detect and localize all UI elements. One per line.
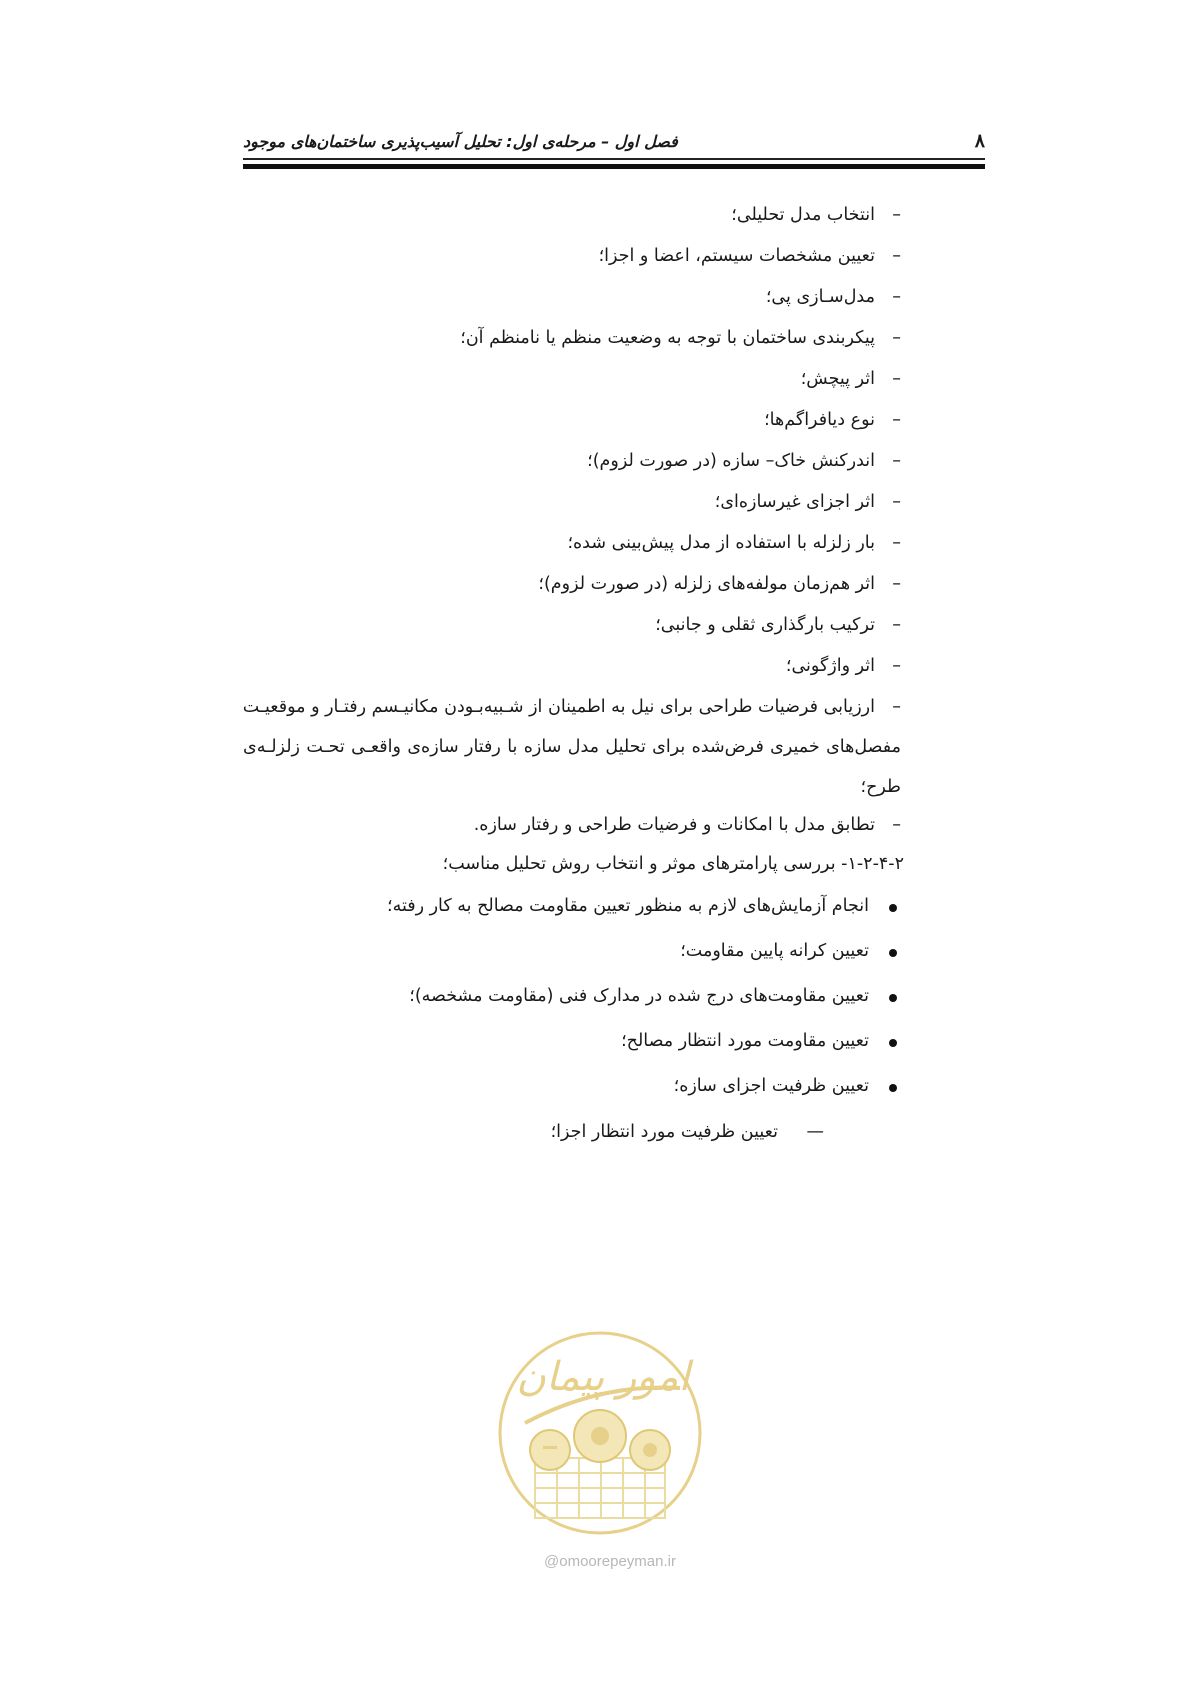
header-rule-thick bbox=[243, 164, 985, 169]
chapter-title: فصل اول – مرحله‌ی اول: تحلیل آسیب‌پذیری ساختمان‌های موجود bbox=[243, 132, 678, 151]
bullet-item: تعیین مقاومت‌های درج شده در مدارک فنی (مقاومت مشخصه)؛ bbox=[409, 986, 869, 1006]
list-item: –پیکربندی ساختمان با توجه به وضعیت منظم یا نامنظم آن؛ bbox=[460, 328, 901, 348]
list-item: –اثر واژگونی؛ bbox=[785, 656, 901, 676]
list-item-long-line-3: طرح؛ bbox=[860, 777, 901, 797]
list-item: –مدل‌سـازی پی؛ bbox=[765, 287, 901, 307]
bullet-dot bbox=[889, 949, 897, 957]
bullet-dot bbox=[889, 1039, 897, 1047]
page-number: ۸ bbox=[974, 130, 985, 152]
list-item: –اثر اجزای غیرسازه‌ای؛ bbox=[714, 492, 901, 512]
list-item: –اثر هم‌زمان مولفه‌های زلزله (در صورت لزوم)؛ bbox=[538, 574, 901, 594]
list-item: –نوع دیافراگم‌ها؛ bbox=[764, 410, 901, 430]
list-item: –ترکیب بارگذاری ثقلی و جانبی؛ bbox=[655, 615, 901, 635]
list-item: –انتخاب مدل تحلیلی؛ bbox=[731, 205, 901, 225]
bullet-dot bbox=[889, 904, 897, 912]
list-item: –اثر پیچش؛ bbox=[800, 369, 901, 389]
sub-list-item: —تعیین ظرفیت مورد انتظار اجزا؛ bbox=[550, 1122, 824, 1142]
list-item: –اندرکنش خاک– سازه (در صورت لزوم)؛ bbox=[587, 451, 901, 471]
list-item-long-line-2: مفصل‌های خمیری فرض‌شده برای تحلیل مدل سازه با رفتار سازه‌ی واقعـی تحـت زلزلـه‌ی bbox=[243, 737, 901, 757]
bullet-item: تعیین کرانه پایین مقاومت؛ bbox=[680, 941, 869, 961]
list-item: –تعیین مشخصات سیستم، اعضا و اجزا؛ bbox=[598, 246, 901, 266]
bullet-dot bbox=[889, 994, 897, 1002]
watermark-logo bbox=[495, 1328, 705, 1538]
watermark-site: @omoorepeyman.ir bbox=[544, 1553, 676, 1570]
bullet-dot bbox=[889, 1084, 897, 1092]
bullet-item: تعیین ظرفیت اجزای سازه؛ bbox=[673, 1076, 869, 1096]
bullet-item: تعیین مقاومت مورد انتظار مصالح؛ bbox=[621, 1031, 869, 1051]
header-rule-thin bbox=[243, 158, 985, 160]
list-item: –تطابق مدل با امکانات و فرضیات طراحی و رفتار سازه. bbox=[473, 815, 901, 835]
list-item: –بار زلزله با استفاده از مدل پیش‌بینی شده؛ bbox=[567, 533, 901, 553]
bullet-item: انجام آزمایش‌های لازم به منظور تعیین مقاومت مصالح به کار رفته؛ bbox=[387, 896, 869, 916]
section-heading: ۱-۲-۴-۲- بررسی پارامترهای موثر و انتخاب روش تحلیل مناسب؛ bbox=[442, 854, 904, 874]
list-item-long-line-1: –ارزیابی فرضیات طراحی برای نیل به اطمینان از شـبیه‌بـودن مکانیـسم رفتـار و موقعیـت bbox=[242, 697, 901, 717]
watermark-logo-text: امور پیمان bbox=[516, 1354, 690, 1400]
page-header bbox=[243, 128, 985, 178]
